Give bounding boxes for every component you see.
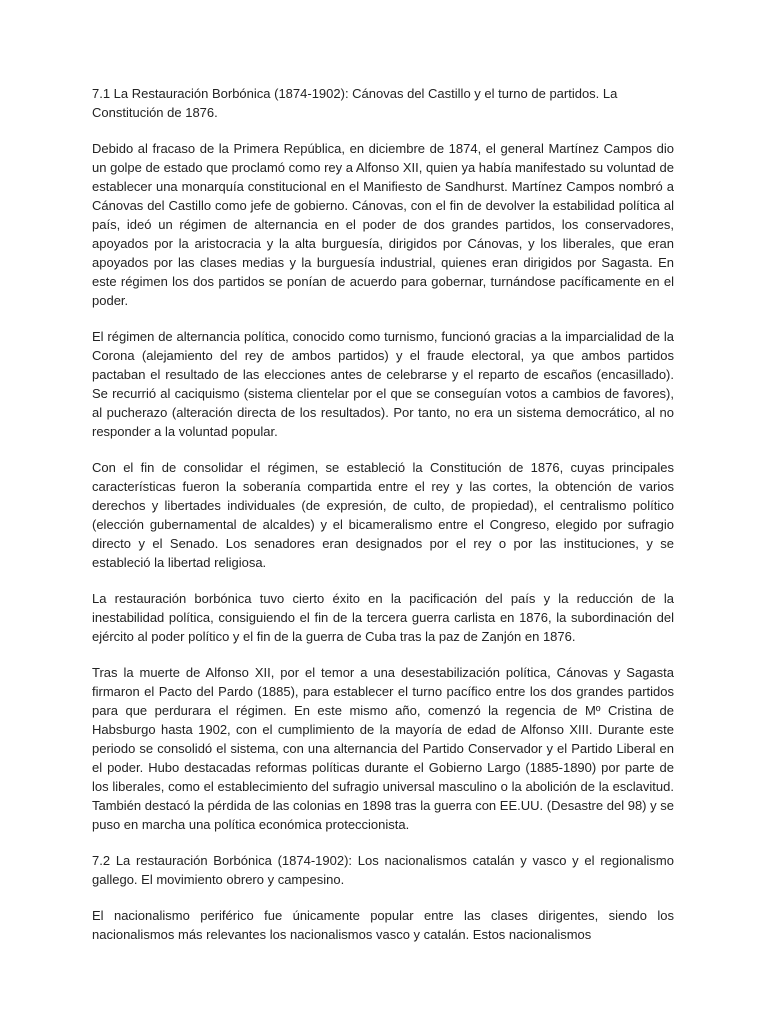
paragraph: El nacionalismo periférico fue únicamente popular entre las clases dirigentes, siendo los nacionalismos más relevantes los nacionalismos vasco y catalán. Estos nacionalismos bbox=[92, 908, 674, 942]
section-heading-7-1: 7.1 La Restauración Borbónica (1874-1902): Cánovas del Castillo y el turno de partidos. La Constitución de 1876. bbox=[92, 86, 618, 120]
paragraph: Debido al fracaso de la Primera República, en diciembre de 1874, el general Martínez Campos dio un golpe de estado que proclamó como rey a Alfonso XII, quien ya había manifestado su voluntad de establecer una monarquía constitucional en el Manifiesto de Sandhurst. Martínez Campos nombró a Cánovas del Castillo como jefe de gobierno. Cánovas, con el fin de devolver la estabilidad política al país, ideó un régimen de alternancia en el poder de dos grandes partidos, los conservadores, apoyados por la aristocracia y la alta burguesía, dirigidos por Cánovas, y los liberales, que eran apoyados por las clases medias y la burguesía industrial, quienes eran dirigidos por Sagasta. En este régimen los dos partidos se ponían de acuerdo para gobernar, turnándose pacíficamente en el poder. bbox=[92, 141, 674, 308]
paragraph: El régimen de alternancia política, conocido como turnismo, funcionó gracias a la imparcialidad de la Corona (alejamiento del rey de ambos partidos) y el fraude electoral, ya que ambos partidos pactaban el resultado de las elecciones antes de celebrarse y el reparto de escaños (encasillado). Se recurrió al caciquismo (sistema clientelar por el que se conseguían votos a cambios de favores), al pucherazo (alteración directa de los resultados). Por tanto, no era un sistema democrático, al no responder a la voluntad popular. bbox=[92, 329, 674, 439]
paragraph: Tras la muerte de Alfonso XII, por el temor a una desestabilización política, Cánovas y Sagasta firmaron el Pacto del Pardo (1885), para establecer el turno pacífico entre los dos grandes partidos para que perdurara el régimen. En este mismo año, comenzó la regencia de Mº Cristina de Habsburgo hasta 1902, con el cumplimiento de la mayoría de edad de Alfonso XIII. Durante este periodo se consolidó el sistema, con una alternancia del Partido Conservador y el Partido Liberal en el poder. Hubo destacadas reformas políticas durante el Gobierno Largo (1885-1890) por parte de los liberales, como el establecimiento del sufragio universal masculino o la abolición de la esclavitud. También destacó la pérdida de las colonias en 1898 tras la guerra con EE.UU. (Desastre del 98) y se puso en marcha una política económica proteccionista. bbox=[92, 665, 674, 832]
paragraph: La restauración borbónica tuvo cierto éxito en la pacificación del país y la reducción de la inestabilidad política, consiguiendo el fin de la tercera guerra carlista en 1876, la subordinación del ejército al poder político y el fin de la guerra de Cuba tras la paz de Zanjón en 1876. bbox=[92, 591, 674, 644]
section-heading-7-2: 7.2 La restauración Borbónica (1874-1902): Los nacionalismos catalán y vasco y el regionalismo gallego. El movimiento obrero y campesino. bbox=[92, 853, 674, 887]
paragraph: Con el fin de consolidar el régimen, se estableció la Constitución de 1876, cuyas principales características fueron la soberanía compartida entre el rey y las cortes, la obtención de varios derechos y libertades individuales (de expresión, de culto, de propiedad), el centralismo político (elección gubernamental de alcaldes) y el bicameralismo entre el Congreso, elegido por sufragio directo y el Senado. Los senadores eran designados por el rey o por las instituciones, y se estableció la libertad religiosa. bbox=[92, 460, 674, 570]
document-page bbox=[92, 84, 674, 961]
